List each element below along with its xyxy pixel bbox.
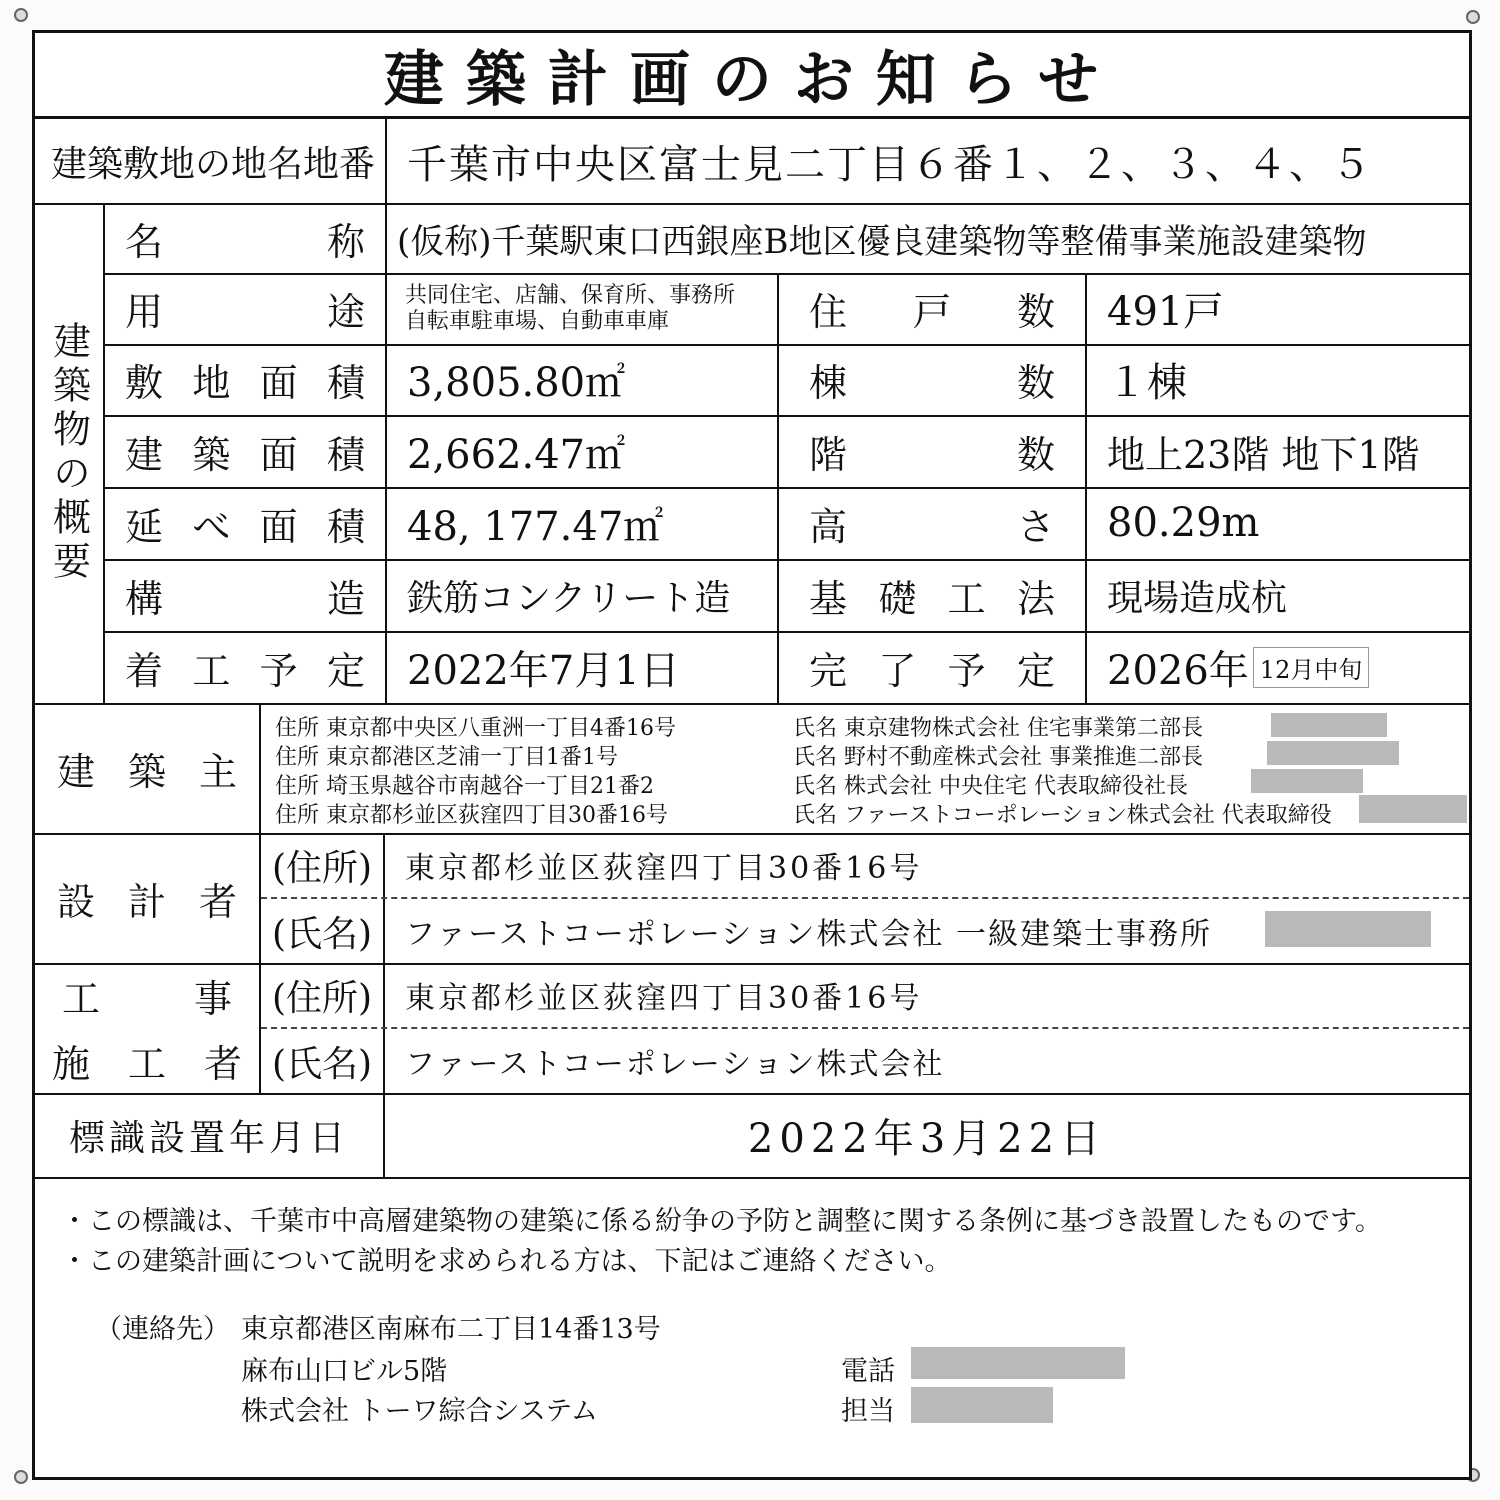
contact-company: 株式会社 トーワ綜合システム: [241, 1396, 598, 1427]
contractor-address-value: 東京都杉並区荻窪四丁目30番16号: [405, 981, 923, 1016]
note-line: ・この建築計画について説明を求められる方は、下記はご連絡ください。: [61, 1246, 952, 1277]
owner-address: 住所 埼玉県越谷市南越谷一丁目21番2: [275, 774, 654, 799]
contractor-name-value: ファーストコーポレーション株式会社: [405, 1047, 945, 1082]
screw-icon: [14, 8, 28, 22]
owner-name: 氏名 ファーストコーポレーション株式会社 代表取締役: [793, 803, 1332, 828]
designer-address-label: (住所): [271, 847, 373, 889]
redaction-box: [1271, 713, 1387, 737]
owner-address: 住所 東京都港区芝浦一丁目1番1号: [275, 745, 618, 770]
complete-label: 完 了 予 定: [809, 648, 1055, 693]
floors-value: 地上23階 地下1階: [1107, 432, 1420, 477]
units-label: 住 戸 数: [809, 290, 1055, 334]
building-area-value: 2,662.47㎡: [407, 431, 626, 478]
redaction-box: [911, 1387, 1053, 1423]
buildings-value: １棟: [1107, 360, 1187, 406]
complete-sticker: 12月中旬: [1253, 647, 1370, 688]
redaction-box: [1267, 741, 1399, 765]
units-value: 491戸: [1107, 289, 1224, 335]
contractor-name-label: (氏名): [271, 1043, 373, 1085]
owners-label: 建 築 主: [57, 749, 237, 794]
name-value: (仮称)千葉駅東口西銀座B地区優良建築物等整備事業施設建築物: [397, 221, 1367, 262]
start-value: 2022年7月1日: [407, 647, 680, 694]
use-value: 共同住宅、店舗、保育所、事務所 自転車駐車場、自動車車庫: [405, 282, 736, 334]
owner-name: 氏名 野村不動産株式会社 事業推進二部長: [793, 745, 1203, 770]
start-label: 着 工 予 定: [125, 648, 365, 693]
redaction-box: [911, 1347, 1125, 1379]
site-value: 千葉市中央区富士見二丁目６番１、２、３、４、５: [407, 141, 1373, 188]
site-area-label: 敷 地 面 積: [125, 361, 365, 405]
contact-address-line2: 麻布山口ビル5階: [241, 1356, 448, 1387]
owner-name: 氏名 東京建物株式会社 住宅事業第二部長: [793, 716, 1203, 741]
foundation-label: 基 礎 工 法: [809, 576, 1055, 621]
person-label: 担当: [841, 1396, 895, 1427]
contractor-address-label: (住所): [271, 977, 373, 1019]
redaction-box: [1251, 769, 1363, 793]
note-line: ・この標識は、千葉市中高層建築物の建築に係る紛争の予防と調整に関する条例に基づき設置したものです。: [61, 1206, 1382, 1237]
building-area-label: 建 築 面 積: [125, 432, 365, 477]
site-label: 建築敷地の地名地番: [51, 143, 376, 185]
notice-title: 建築計画のお知らせ: [35, 33, 1469, 119]
screw-icon: [1466, 10, 1480, 24]
notice-frame: [32, 30, 1472, 1480]
designer-label: 設 計 者: [57, 879, 237, 924]
posted-value: 2022年3月22日: [747, 1115, 1107, 1162]
divider: [35, 1177, 1469, 1179]
floors-label: 階 数: [809, 432, 1055, 477]
floor-area-value: 48, 177.47㎡: [407, 503, 664, 550]
complete-value: 2026年 12月中旬: [1087, 631, 1467, 703]
site-area-value: 3,805.80㎡: [407, 360, 626, 406]
contact-address-line1: 東京都港区南麻布二丁目14番13号: [241, 1314, 661, 1345]
use-label: 用 途: [125, 290, 365, 334]
redaction-box: [1265, 911, 1431, 947]
height-label: 高 さ: [809, 504, 1055, 549]
structure-label: 構 造: [125, 576, 365, 621]
height-value: 80.29m: [1107, 500, 1260, 546]
foundation-value: 現場造成杭: [1107, 577, 1288, 619]
name-label: 名 称: [125, 219, 365, 264]
owner-name: 氏名 株式会社 中央住宅 代表取締役社長: [793, 774, 1188, 799]
contractor-label: 工 事 施 工 者: [52, 977, 242, 1086]
owner-address: 住所 東京都杉並区荻窪四丁目30番16号: [275, 803, 668, 828]
divider: [259, 703, 261, 833]
designer-address-value: 東京都杉並区荻窪四丁目30番16号: [405, 851, 923, 886]
designer-name-label: (氏名): [271, 913, 373, 955]
phone-label: 電話: [841, 1356, 895, 1387]
structure-value: 鉄筋コンクリート造: [407, 577, 731, 619]
buildings-label: 棟 数: [809, 361, 1055, 405]
overview-section-label: 建築物の概要: [46, 321, 91, 585]
divider: [383, 833, 385, 1093]
designer-name-value: ファーストコーポレーション株式会社 一級建築士事務所: [405, 917, 1213, 952]
screw-icon: [14, 1470, 28, 1484]
floor-area-label: 延 べ 面 積: [125, 504, 365, 549]
redaction-box: [1359, 795, 1467, 823]
owner-address: 住所 東京都中央区八重洲一丁目4番16号: [275, 716, 676, 741]
contact-label: （連絡先）: [95, 1314, 230, 1345]
posted-label: 標識設置年月日: [68, 1117, 349, 1159]
